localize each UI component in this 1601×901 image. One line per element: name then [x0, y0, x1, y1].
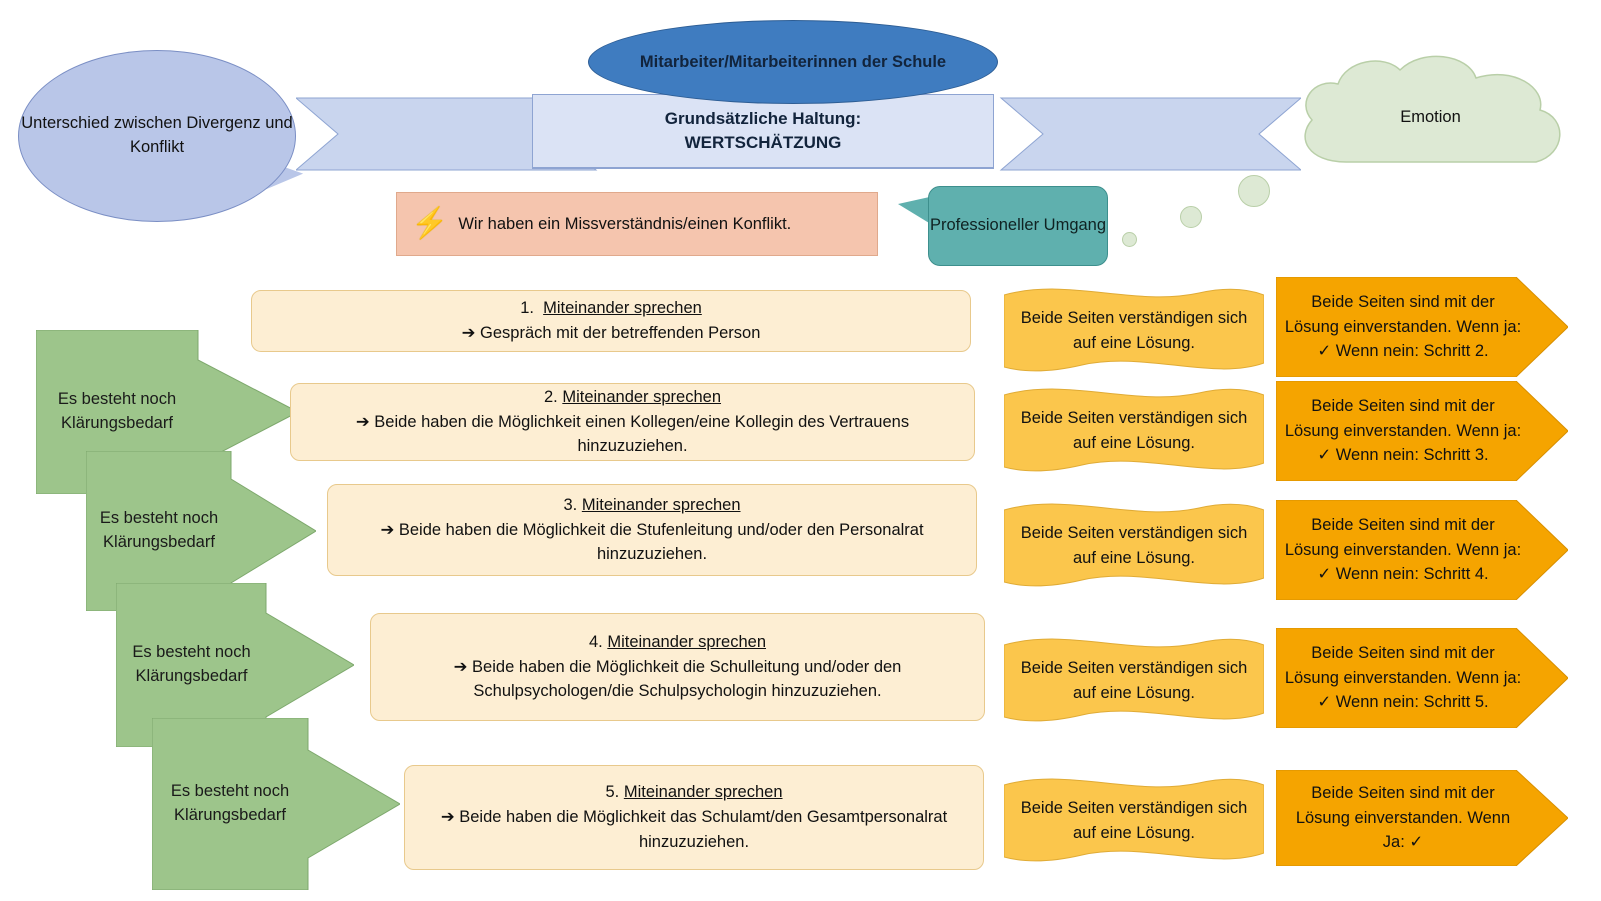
green-arrow-1-label: Es besteht noch Klärungsbedarf: [57, 390, 177, 432]
step-box-3: [327, 484, 977, 576]
green-arrow-4: [152, 718, 400, 890]
conflict-statement-label: Wir haben ein Missverständnis/einen Konflikt.: [458, 214, 792, 233]
orange-arrow-1-label: Beide Seiten sind mit der Lösung einverstanden. Wenn ja: ✓ Wenn nein: Schritt 2.: [1284, 292, 1522, 361]
step-box-1: [251, 290, 971, 352]
green-arrow-4-label: Es besteht noch Klärungsbedarf: [170, 782, 290, 824]
green-arrow-3-label: Es besteht noch Klärungsbedarf: [132, 643, 251, 685]
speech-bubble-label: Unterschied zwischen Divergenz und Konflikt: [21, 114, 293, 156]
step-5-title: 5. Miteinander sprechen: [605, 783, 783, 802]
wave-box-3-label: Beide Seiten verständigen sich auf eine Lösung.: [1020, 524, 1248, 567]
cloud-dot-small: [1122, 232, 1137, 247]
orange-arrow-3-label: Beide Seiten sind mit der Lösung einverstanden. Wenn ja: ✓ Wenn nein: Schritt 4.: [1284, 515, 1522, 584]
wave-box-4-label: Beide Seiten verständigen sich auf eine Lösung.: [1020, 659, 1248, 702]
top-ellipse-label: Mitarbeiter/Mitarbeiterinnen der Schule: [639, 52, 947, 71]
cloud-label: Emotion: [1400, 108, 1461, 126]
teal-box-professional: [928, 186, 1108, 266]
speech-bubble-divergenz: [18, 50, 296, 222]
orange-arrow-4-label: Beide Seiten sind mit der Lösung einverstanden. Wenn ja: ✓ Wenn nein: Schritt 5.: [1284, 643, 1522, 712]
step-3-title: 3. Miteinander sprechen: [563, 495, 741, 514]
lightning-bolt-icon: ⚡: [411, 207, 449, 240]
wave-box-2-label: Beide Seiten verständigen sich auf eine Lösung.: [1020, 409, 1248, 452]
step-1-title: 1. Miteinander sprechen: [520, 299, 702, 318]
step-4-title: 4. Miteinander sprechen: [588, 632, 767, 651]
wave-box-5-label: Beide Seiten verständigen sich auf eine Lösung.: [1020, 799, 1248, 842]
step-4-body: ➔ Beide haben die Möglichkeit die Schulleitung und/oder den Schulpsychologen/die Schulpsychologin hinzuzuziehen.: [453, 657, 902, 701]
step-5-body: ➔ Beide haben die Möglichkeit das Schulamt/den Gesamtpersonalrat hinzuzuziehen.: [440, 808, 948, 851]
ribbon-line1: Grundsätzliche Haltung:: [664, 109, 862, 129]
teal-box-label: Professioneller Umgang: [929, 216, 1107, 235]
wave-box-1-label: Beide Seiten verständigen sich auf eine Lösung.: [1020, 309, 1248, 352]
top-ellipse-staff: [588, 20, 998, 104]
orange-arrow-2-label: Beide Seiten sind mit der Lösung einverstanden. Wenn ja: ✓ Wenn nein: Schritt 3.: [1284, 396, 1522, 465]
step-box-4: [370, 613, 985, 721]
cloud-dot-medium: [1180, 206, 1202, 228]
ribbon-center-label: [532, 94, 994, 168]
orange-arrow-5-label: Beide Seiten sind mit der Lösung einverstanden. Wenn Ja: ✓: [1295, 783, 1511, 852]
green-arrow-2-label: Es besteht noch Klärungsbedarf: [99, 509, 219, 551]
step-1-body: ➔ Gespräch mit der betreffenden Person: [461, 324, 761, 342]
step-box-5: [404, 765, 984, 870]
step-2-title: 2. Miteinander sprechen: [543, 387, 722, 406]
step-box-2: [290, 383, 975, 461]
step-2-body: ➔ Beide haben die Möglichkeit einen Kollegen/eine Kollegin des Vertrauens hinzuzuziehen.: [355, 412, 910, 456]
step-3-body: ➔ Beide haben die Möglichkeit die Stufenleitung und/oder den Personalrat hinzuzuziehen.: [380, 520, 924, 564]
cloud-dot-large: [1238, 175, 1270, 207]
conflict-statement-box: [396, 192, 878, 256]
cloud-shape: [1288, 52, 1573, 207]
ribbon-line2: WERTSCHÄTZUNG: [684, 133, 842, 152]
